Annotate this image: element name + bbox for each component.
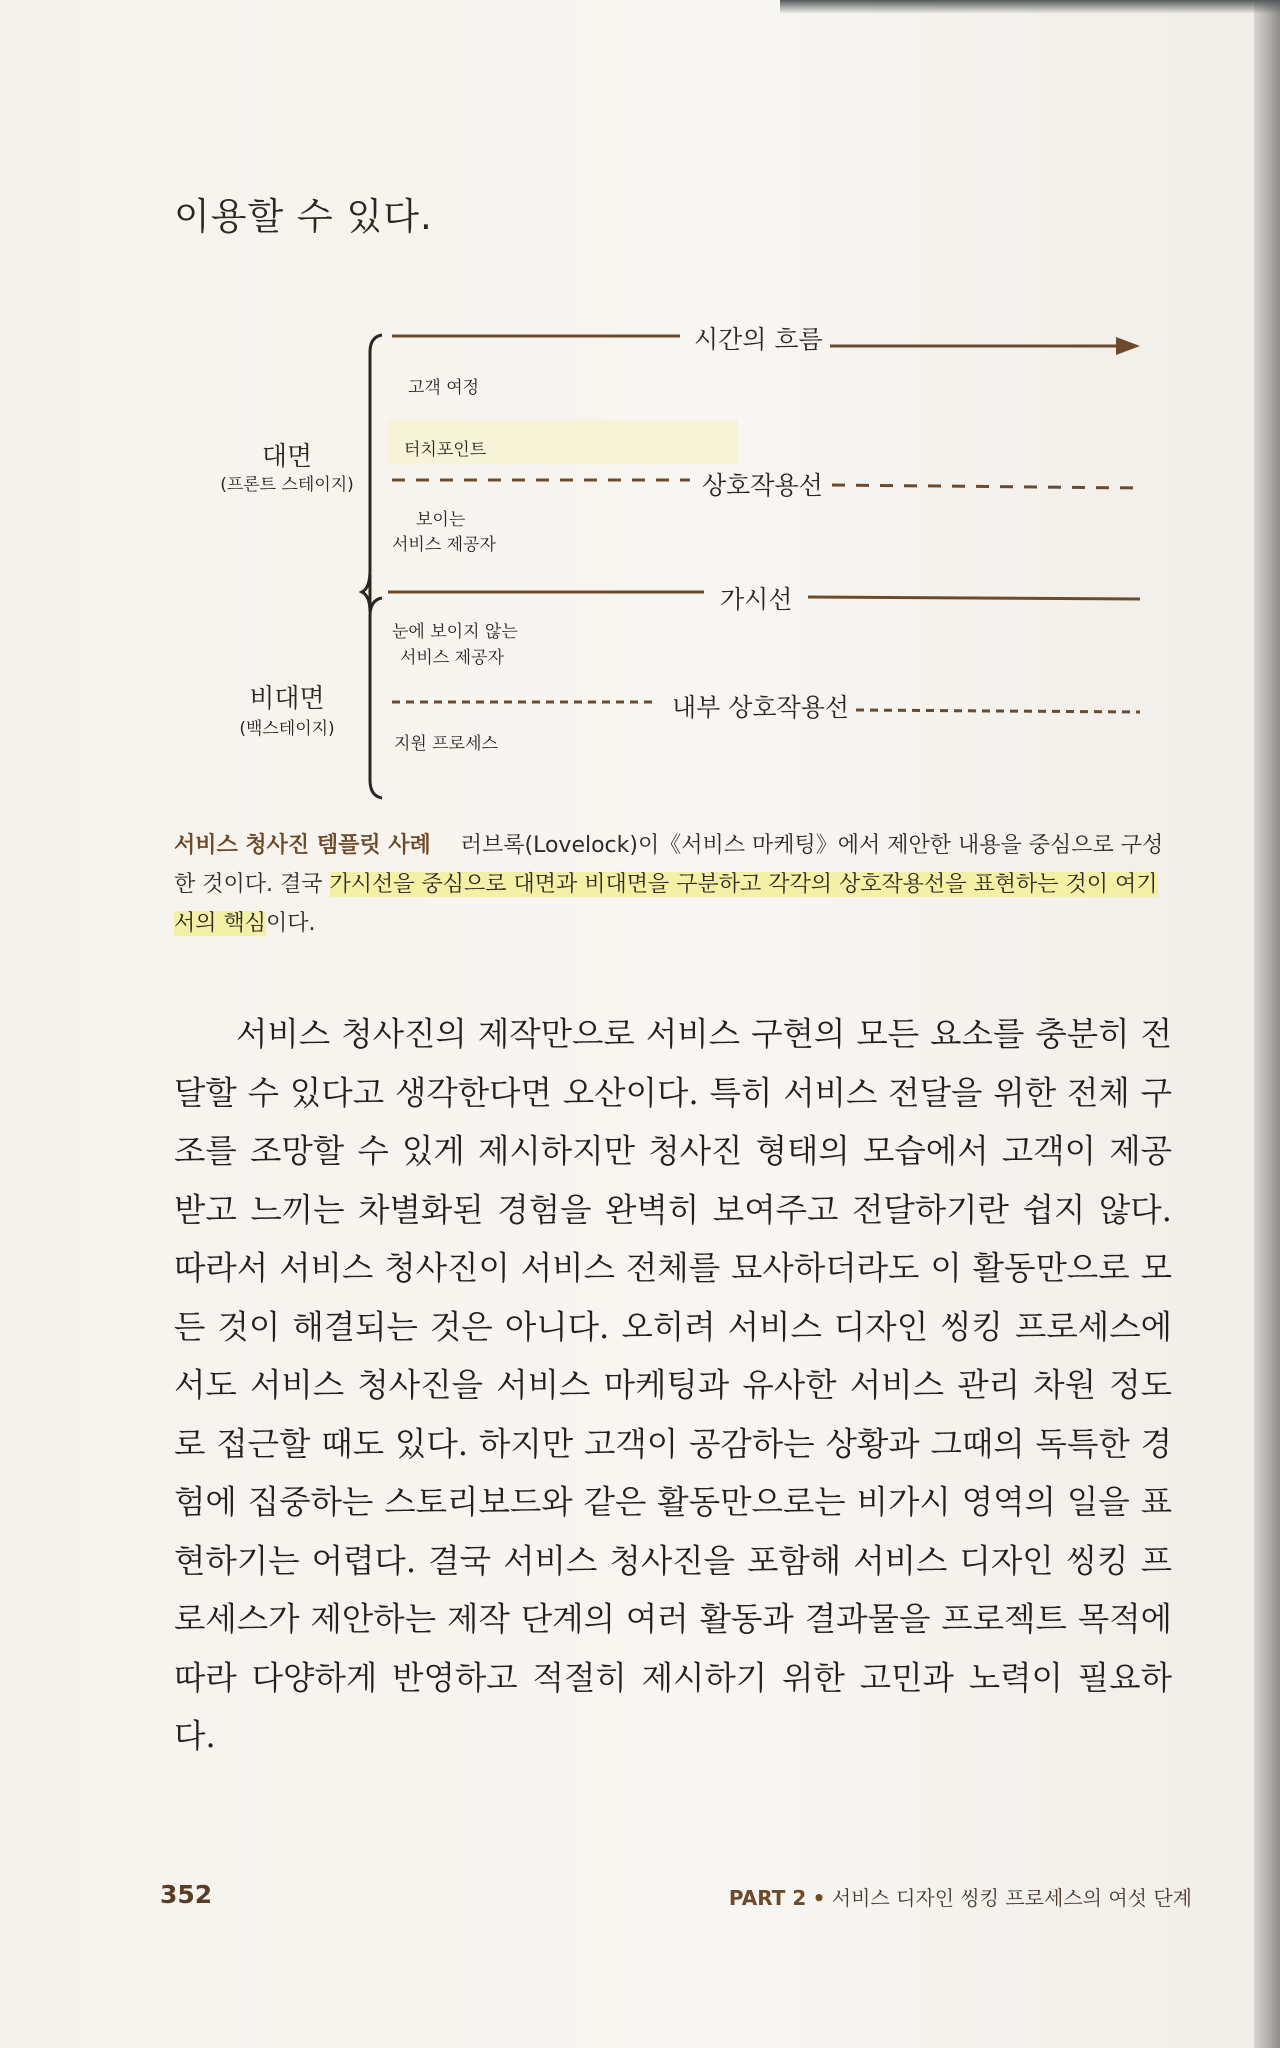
figure-caption	[174, 826, 1174, 943]
intro-text: 이용할 수 있다.	[174, 195, 433, 238]
part-label: PART 2	[728, 1886, 807, 1910]
visible-provider-label-1: 보이는	[416, 510, 466, 530]
frontstage-label: 대면	[261, 442, 313, 472]
caption-text-2: 이다.	[266, 911, 316, 936]
body-paragraph: 서비스 청사진의 제작만으로 서비스 구현의 모든 요소를 충분히 전달할 수 있다고 생각한다면 오산이다. 특히 서비스 전달을 위한 전체 구조를 조망할 수 있게 제시하지만 청사진 형태의 모습에서 고객이 제공받고 느끼는 차별화된 경험을 완벽히 보여주고 전달하기란 쉽지 않다. 따라서 서비스 청사진이 서비스 전체를 묘사하더라도 이 활동만으로 모든 것이 해결되는 것은 아니다. 오히려 서비스 디자인 씽킹 프로세스에서도 서비스 청사진을 서비스 마케팅과 유사한 서비스 관리 차원 정도로 접근할 때도 있다. 하지만 고객이 공감하는 상황과 그때의 독특한 경험에 집중하는 스토리보드와 같은 활동만으로는 비가시 영역의 일을 표현하기는 어렵다. 결국 서비스 청사진을 포함해 서비스 디자인 씽킹 프로세스가 제안하는 제작 단계의 여러 활동과 결과물을 프로젝트 목적에 따라 다양하게 반영하고 적절히 제시하기 위한 고민과 노력이 필요하다.	[174, 1015, 1172, 1755]
backstage-label: 비대면	[249, 684, 325, 714]
touchpoint-label: 터치포인트	[404, 440, 487, 460]
page-edge	[1254, 0, 1280, 2048]
time-flow-label: 시간의 흐름	[694, 325, 823, 354]
bullet: •	[812, 1886, 826, 1910]
customer-journey-label: 고객 여정	[408, 378, 480, 398]
invisible-provider-label-1: 눈에 보이지 않는	[392, 622, 518, 642]
internal-interaction-line-label: 내부 상호작용선	[672, 693, 849, 722]
caption-highlight: 가시선을 중심으로 대면과 비대면을 구분하고 각각의 상호작용선을 표현하는 것이 여기서의 핵심	[174, 872, 1158, 936]
invisible-provider-label-2: 서비스 제공자	[400, 648, 504, 668]
visibility-line-label: 가시선	[720, 585, 793, 614]
interaction-line-label: 상호작용선	[702, 471, 823, 500]
support-process-label: 지원 프로세스	[394, 734, 498, 754]
caption-text-1: 러브록(Lovelock)이《서비스 마케팅》에서 제안한 내용을 중심으로 구성한 것이다. 결국	[174, 833, 1164, 897]
chapter-title: 서비스 디자인 씽킹 프로세스의 여섯 단계	[831, 1886, 1192, 1910]
visible-provider-label-2: 서비스 제공자	[392, 535, 496, 555]
blueprint-lines	[0, 0, 1254, 820]
backstage-sublabel: (백스테이지)	[239, 719, 335, 739]
frontstage-sublabel: (프론트 스테이지)	[220, 475, 354, 495]
page-number: 352	[160, 1880, 213, 1909]
running-footer	[729, 1882, 1192, 1911]
caption-title: 서비스 청사진 템플릿 사례	[174, 833, 431, 858]
service-blueprint-diagram	[0, 0, 1254, 820]
